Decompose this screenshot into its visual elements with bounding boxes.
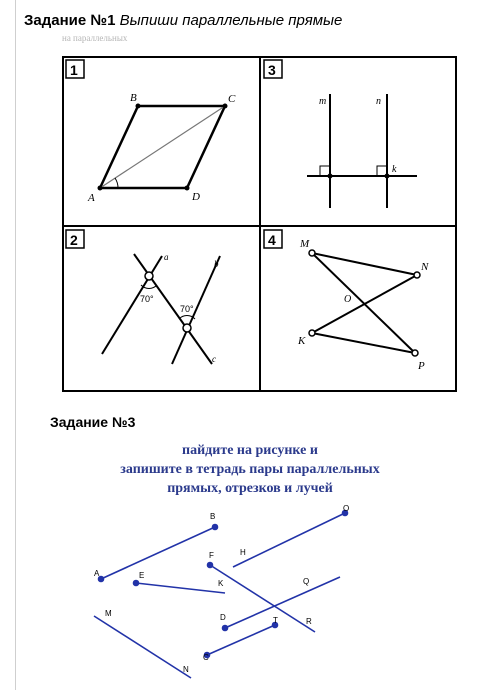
angle-70-left: 70° xyxy=(140,294,154,304)
label-o: O xyxy=(344,294,352,305)
scene-label-q: Q xyxy=(303,577,310,586)
label-d: D xyxy=(192,191,200,203)
line-mn xyxy=(94,616,191,678)
task3-title: Задание №3 xyxy=(50,414,136,430)
angle-70-right: 70° xyxy=(180,304,194,314)
segment-kp xyxy=(312,333,415,353)
point-f xyxy=(208,563,213,568)
panel-3-number: 3 xyxy=(268,62,276,78)
margin-rule xyxy=(15,0,16,690)
task3-instructions xyxy=(60,441,440,498)
scene-label-m: M xyxy=(105,609,112,618)
label-m-upper: M xyxy=(300,238,310,250)
point-d xyxy=(223,626,228,631)
figure-grid xyxy=(62,56,457,392)
scene-label-h: H xyxy=(240,548,246,557)
line-c xyxy=(134,254,212,364)
label-a: A xyxy=(88,192,95,204)
label-k-upper: K xyxy=(298,335,306,347)
panel-1 xyxy=(66,60,236,204)
panel-4-number: 4 xyxy=(268,232,276,248)
label-c-lower: c xyxy=(212,354,216,364)
panel-3 xyxy=(264,60,417,208)
scene-label-k: K xyxy=(218,579,224,588)
task1-title xyxy=(24,12,342,29)
lines-scene xyxy=(60,500,390,690)
scene-label-c: C xyxy=(203,653,209,662)
instruction-line-2: запишите в тетрадь пары параллельных xyxy=(120,462,380,477)
label-c: C xyxy=(228,93,236,105)
segment-nk xyxy=(312,275,417,333)
label-n: n xyxy=(376,96,381,107)
segment-ek xyxy=(136,583,225,593)
line-a xyxy=(102,256,162,354)
scene-label-t: T xyxy=(273,616,278,625)
instruction-line-1: пайдите на рисунке и xyxy=(182,443,318,458)
scene-label-n: N xyxy=(183,665,189,674)
task1-title-bold: Задание №1 xyxy=(24,12,116,29)
scene-label-a: A xyxy=(94,569,100,578)
task1-title-italic: Выпиши параллельные прямые xyxy=(119,12,343,29)
scene-label-e: E xyxy=(139,571,145,580)
label-b-lower: b xyxy=(214,259,219,269)
label-b: B xyxy=(130,92,137,104)
panel-1-number: 1 xyxy=(70,62,78,78)
segment-mp xyxy=(312,253,415,353)
panel-2-number: 2 xyxy=(70,232,78,248)
panel-4 xyxy=(264,230,429,372)
scene-label-r: R xyxy=(306,617,312,626)
label-a-lower: a xyxy=(164,252,169,262)
label-m: m xyxy=(319,96,327,107)
label-n-upper: N xyxy=(421,261,429,273)
point-e xyxy=(134,581,139,586)
segment-mn xyxy=(312,253,417,275)
instruction-line-3: прямых, отрезков и лучей xyxy=(167,481,333,496)
panel-2 xyxy=(66,230,220,364)
segment-ct xyxy=(207,625,275,655)
label-p: P xyxy=(418,360,425,372)
scene-label-b: B xyxy=(210,512,216,521)
scene-label-f: F xyxy=(209,551,214,560)
faded-caption: на параллельных xyxy=(62,33,128,43)
scene-label-d: D xyxy=(220,613,226,622)
scene-label-o: O xyxy=(343,504,350,513)
label-k: k xyxy=(392,164,397,175)
ray-ho xyxy=(233,513,345,567)
point-b xyxy=(213,525,218,530)
segment-ab xyxy=(101,527,215,579)
